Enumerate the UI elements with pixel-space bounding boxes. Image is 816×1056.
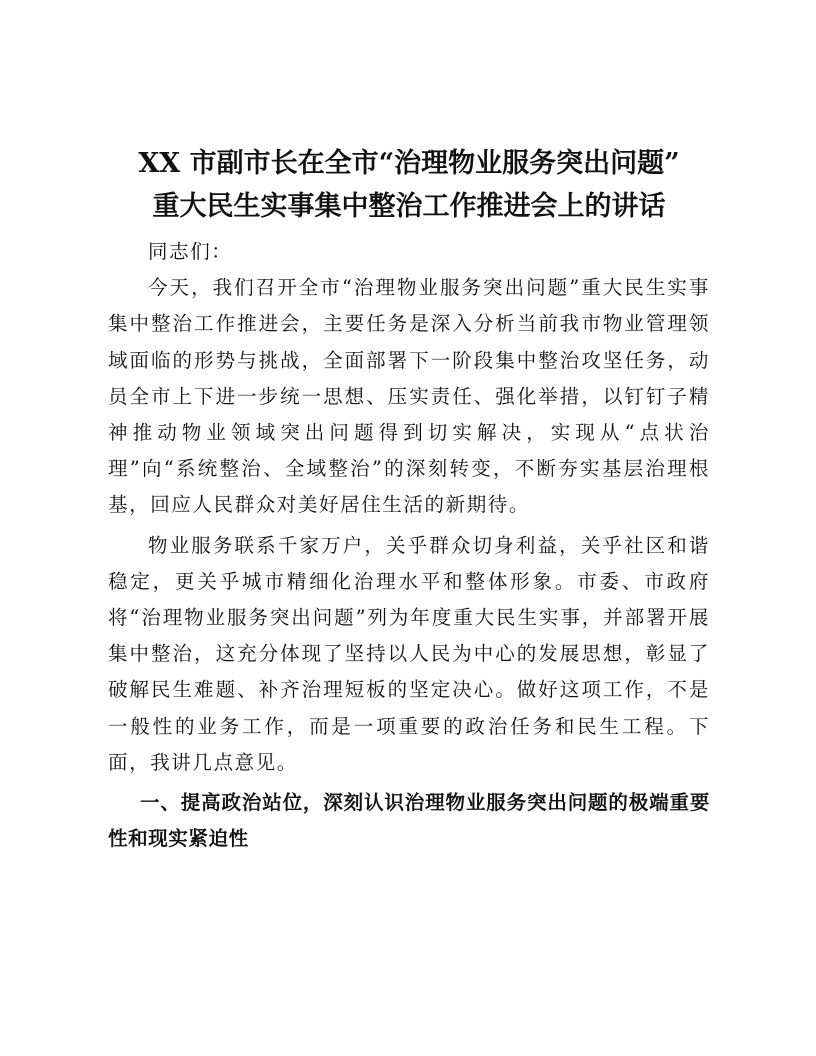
section-heading: 一、提高政治站位，深刻认识治理物业服务突出问题的极端重要性和现实紧迫性 <box>108 791 710 851</box>
salutation: 同志们： <box>148 240 233 263</box>
paragraph-opening: 今天，我们召开全市“治理物业服务突出问题”重大民生实事集中整治工作推进会，主要任务是深入分析当前我市物业管理领域面临的形势与挑战，全面部署下一阶段集中整治攻坚任务，动员全市上下进一步统一思想、压实责任、强化举措，以钉钉子精神推动物业领域突出问题得到切实解决，实现从“点状治理”向“系统整治、全域整治”的深刻转变，不断夯实基层治理根基，回应人民群众对美好居住生活的新期待。 <box>108 276 710 517</box>
paragraph-significance: 物业服务联系千家万户，关乎群众切身利益，关乎社区和谐稳定，更关乎城市精细化治理水平和整体形象。市委、市政府将“治理物业服务突出问题”列为年度重大民生实事，并部署开展集中整治，这充分体现了坚持以人民为中心的发展思想，彰显了破解民生难题、补齐治理短板的坚定决心。做好这项工作，不是一般性的业务工作，而是一项重要的政治任务和民生工程。下面，我讲几点意见。 <box>108 533 710 774</box>
document-page <box>108 142 710 857</box>
title-line-1: XX 市副市长在全市“治理物业服务突出问题” <box>138 148 680 179</box>
title-line-2: 重大民生实事集中整治工作推进会上的讲话 <box>152 191 666 222</box>
document-title <box>108 142 710 228</box>
